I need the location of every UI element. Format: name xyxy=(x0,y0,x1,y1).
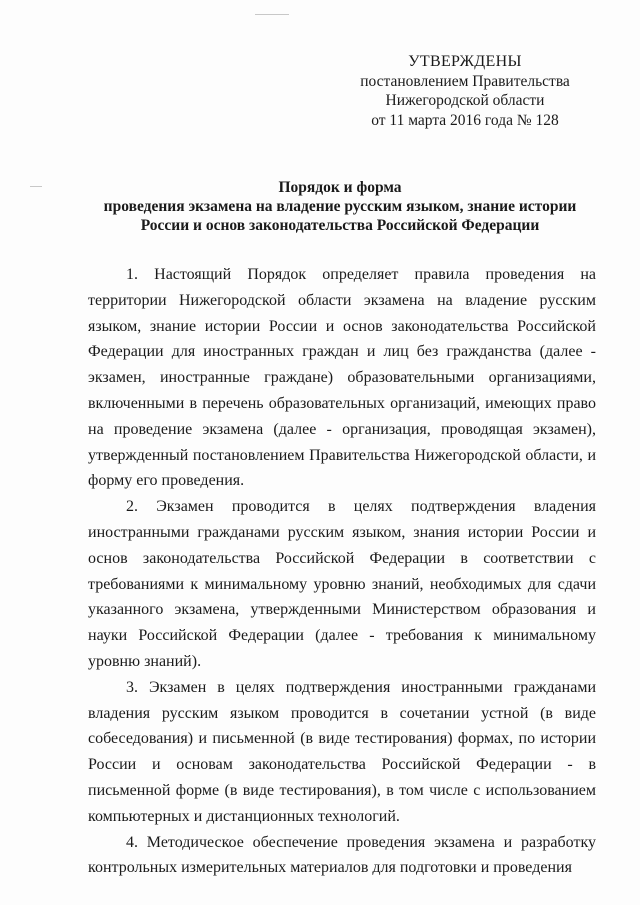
paragraph-4: 4. Методическое обеспечение проведения экзамена и разработку контрольных измерительных материалов для подготовки и проведения xyxy=(88,833,596,877)
approval-line: постановлением Правительства xyxy=(360,72,570,90)
approval-heading: УТВЕРЖДЕНЫ xyxy=(408,53,522,70)
paragraph-2: 2. Экзамен проводится в целях подтверждения владения иностранными гражданами русским языком, знания истории России и основ законодательства Российской Федерации в соответствии с требованиями к минимальному уровню знаний, необходимых для сдачи указанного экзамена, утвержденными Министерством образования и науки Российской Федерации (далее - требования к минимальному уровню знаний). xyxy=(88,498,596,670)
approval-line: Нижегородской области xyxy=(385,92,545,109)
document-body xyxy=(88,262,596,881)
paragraph-1: 1. Настоящий Порядок определяет правила проведения на территории Нижегородской области экзамена на владение русским языком, знание истории России и основ законодательства Российской Федерации для иностранных граждан и лиц без гражданства (далее - экзамен, иностранные граждане) образовательными организациями, включенными в перечень образовательных организаций, имеющих право на проведение экзамена (далее - организация, проводящая экзамен), утвержденный постановлением Правительства Нижегородской области, и форму его проведения. xyxy=(88,266,596,490)
scan-speck xyxy=(30,186,42,187)
scan-speck xyxy=(255,14,289,15)
title-line: Порядок и форма xyxy=(278,179,402,196)
document-title xyxy=(80,178,600,235)
paragraph-3: 3. Экзамен в целях подтверждения иностранными гражданами владения русским языком проводится в сочетании устной (в виде собеседования) и письменной (в виде тестирования) формах, по истории России и основам законодательства Российской Федерации - в письменной форме (в виде тестирования), в том числе с использованием компьютерных и дистанционных технологий. xyxy=(88,678,596,825)
title-line: проведения экзамена на владение русским языком, знание истории xyxy=(103,198,577,215)
title-line: России и основ законодательства Российской Федерации xyxy=(140,217,540,234)
approval-date-number: от 11 марта 2016 года № 128 xyxy=(371,111,559,129)
approval-block xyxy=(300,52,630,130)
